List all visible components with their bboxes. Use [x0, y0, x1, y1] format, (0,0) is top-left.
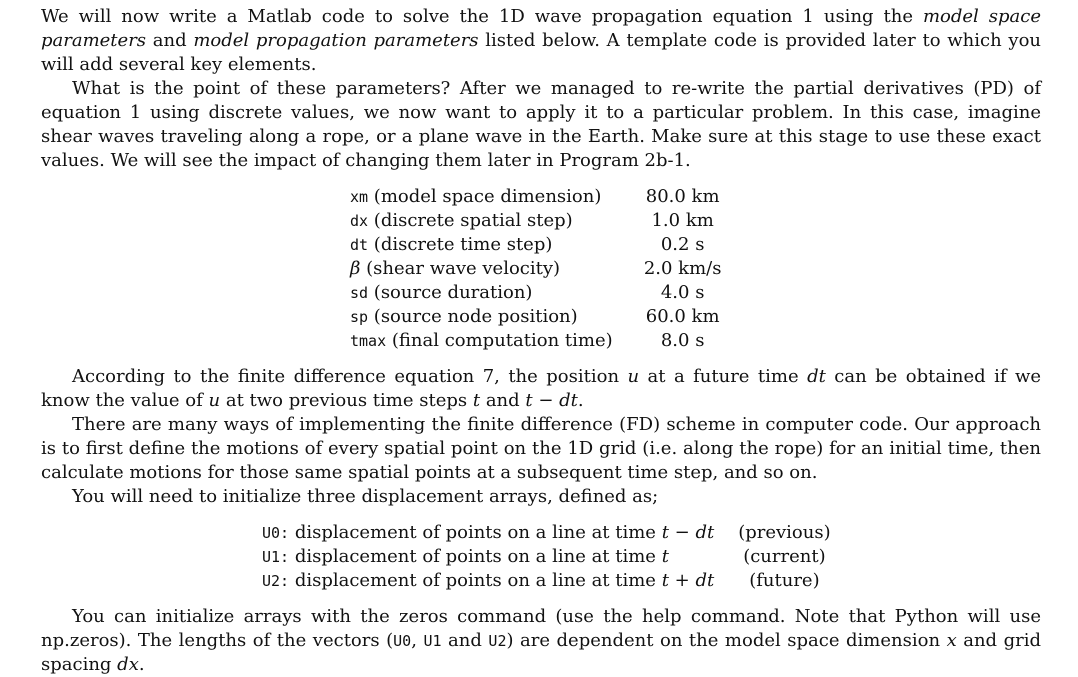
fd-text-d: at two previous time steps: [220, 390, 473, 411]
parameter-description: (source node position): [373, 306, 578, 327]
parameter-symbol: dx: [350, 212, 369, 230]
fd-math-t: t: [472, 390, 481, 411]
code-U1: U1: [423, 632, 442, 650]
parameter-name: [350, 185, 638, 209]
zeros-text-c: and: [441, 630, 489, 651]
fd-text-f: .: [577, 390, 584, 411]
array-name: U1:: [262, 548, 290, 566]
code-U2: U2: [488, 632, 507, 650]
array-description: displacement of points on a line at time: [294, 570, 662, 591]
intro-emphasis-model-propagation: model propagation parameters: [193, 30, 479, 51]
fd-text-c: can be obtained if we know the value of: [41, 366, 1041, 411]
parameter-value: 4.0 s: [660, 282, 705, 303]
fd-math-u: u: [627, 366, 640, 387]
parameter-table: [350, 185, 728, 353]
math-x: x: [946, 630, 957, 651]
fd-math-u-2: u: [208, 390, 221, 411]
zeros-paragraph: [41, 605, 1041, 677]
parameter-name: [350, 329, 638, 353]
fd-math-t-minus-dt: t − dt: [525, 390, 578, 411]
zeros-text-a: You can initialize arrays with the zeros command (use the help command. Note that Python will use np.zeros). The lengths of the vectors (: [41, 606, 1041, 651]
array-description: displacement of points on a line at time: [294, 522, 662, 543]
array-row: [262, 521, 831, 545]
parameter-value: 8.0 s: [660, 330, 705, 351]
intro-text-1: We will now write a Matlab code to solve the 1D wave propagation equation 1 using the: [41, 6, 923, 27]
parameter-row: [350, 185, 728, 209]
code-U0: U0: [393, 632, 412, 650]
parameter-row: [350, 209, 728, 233]
array-name: U0:: [262, 524, 290, 542]
array-time: t − dt: [661, 522, 715, 543]
parameter-value: 1.0 km: [651, 210, 714, 231]
parameter-description: (discrete time step): [373, 234, 553, 255]
array-time: t: [661, 546, 669, 567]
parameter-value: 80.0 km: [645, 186, 720, 207]
parameter-description: (discrete spatial step): [373, 210, 573, 231]
parameter-description: (shear wave velocity): [366, 258, 561, 279]
parameter-description: (model space dimension): [373, 186, 602, 207]
array-definition: [262, 545, 738, 569]
array-definition: [262, 569, 738, 593]
finite-difference-paragraph: [41, 365, 1041, 413]
array-name: U2:: [262, 572, 290, 590]
fd-text-a: According to the finite difference equation 7, the position: [72, 366, 628, 387]
zeros-text-b: ,: [411, 630, 424, 651]
parameter-symbol: sp: [350, 308, 369, 326]
parameter-description: (source duration): [373, 282, 533, 303]
parameter-name: [350, 305, 638, 329]
displacement-arrays-table: [262, 521, 831, 593]
parameter-value: 2.0 km/s: [643, 258, 722, 279]
parameter-name: [350, 209, 638, 233]
zeros-text-f: .: [138, 654, 145, 675]
parameter-row: [350, 257, 728, 281]
array-row: [262, 569, 831, 593]
parameter-symbol: tmax: [350, 332, 387, 350]
fd-text-e: and: [480, 390, 526, 411]
parameter-symbol: sd: [350, 284, 369, 302]
array-row: [262, 545, 831, 569]
parameter-value: 60.0 km: [645, 306, 720, 327]
implementation-paragraph: There are many ways of implementing the finite difference (FD) scheme in computer code. Our approach is to first define the motions of every spatial point on the 1D grid (i.e. along the rope) for an initial time, then calculate motions for those same spatial points at a subsequent time step, and so on.: [41, 414, 1041, 483]
intro-emphasis-model-space: model space parameters: [41, 6, 1041, 51]
parameter-row: [350, 281, 728, 305]
array-description: displacement of points on a line at time: [294, 546, 662, 567]
parameter-row: [350, 329, 728, 353]
parameter-row: [350, 233, 728, 257]
array-tag: (current): [743, 546, 826, 567]
fd-math-dt: dt: [807, 366, 826, 387]
parameter-symbol: dt: [350, 236, 369, 254]
parameter-description: (final computation time): [391, 330, 613, 351]
parameter-symbol: β: [350, 258, 361, 279]
parameter-name: [350, 233, 638, 257]
document-page: [41, 5, 1041, 677]
array-definition: [262, 521, 738, 545]
parameter-row: [350, 305, 728, 329]
parameter-symbol: xm: [350, 188, 369, 206]
parameter-name: [350, 281, 638, 305]
purpose-paragraph: What is the point of these parameters? After we managed to re-write the partial derivatives (PD) of equation 1 using discrete values, we now want to apply it to a particular problem. In this case, imagine shear waves traveling along a rope, or a plane wave in the Earth. Make sure at this stage to use these exact values. We will see the impact of changing them later in Program 2b-1.: [41, 78, 1041, 171]
intro-paragraph: [41, 5, 1041, 77]
array-tag: (future): [749, 570, 820, 591]
parameter-value: 0.2 s: [660, 234, 705, 255]
array-time: t + dt: [661, 570, 715, 591]
zeros-text-d: ) are dependent on the model space dimension: [506, 630, 947, 651]
math-dx: dx: [117, 654, 139, 675]
intro-text-3: listed below. A template code is provided later to which you will add several key elements.: [41, 30, 1042, 75]
fd-text-b: at a future time: [639, 366, 808, 387]
intro-text-2: and: [146, 30, 194, 51]
array-tag: (previous): [738, 522, 831, 543]
zeros-text-e: and grid spacing: [41, 630, 1042, 675]
arrays-intro-paragraph: You will need to initialize three displacement arrays, defined as;: [72, 486, 659, 507]
parameter-name: [350, 257, 638, 281]
